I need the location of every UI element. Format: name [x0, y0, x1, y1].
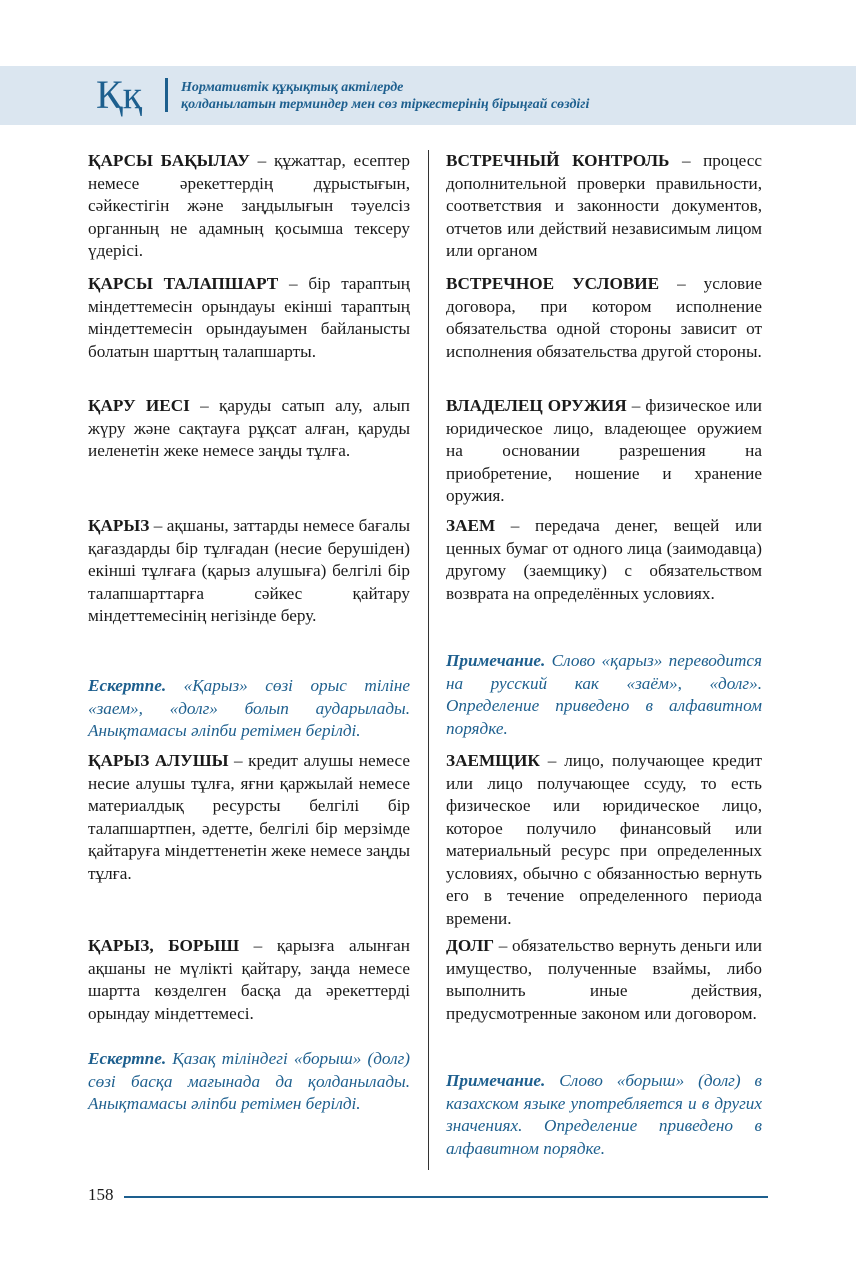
- entry-vladelec-oruzhiya: [446, 395, 762, 508]
- entry-karyz-alushy: [88, 750, 410, 885]
- note-borysh: [88, 1048, 410, 1116]
- entry-definition: – лицо, получающее кредит или лицо получающее ссуду, то есть физическое или юридическое лицо, которое получило финансовый или материальный ресурс при определенных условиях, обычно с обязанностью вернуть его в течение определенного периода времени.: [446, 751, 762, 928]
- note-label: Ескертпе.: [88, 1049, 167, 1068]
- entry-term: ҚАРЫЗ: [88, 516, 150, 535]
- entry-definition: – кредит алушы немесе несие алушы тұлға, яғни қаржылай немесе материалдық ресурсты белгілі бір талапшартпен, әдетте, белгілі бір мерзімде қайтаруға міндеттенетін жеке немесе заңды тұлға.: [88, 751, 410, 883]
- header-divider: [165, 78, 168, 112]
- note-zaem: [446, 650, 762, 740]
- page-number: 158: [88, 1185, 114, 1204]
- entry-term: ВСТРЕЧНОЕ УСЛОВИЕ: [446, 274, 660, 293]
- entry-karu-iesi: [88, 395, 410, 463]
- entry-term: ҚАРЫЗ АЛУШЫ: [88, 751, 229, 770]
- note-karyz: [88, 675, 410, 743]
- entry-term: ВСТРЕЧНЫЙ КОНТРОЛЬ: [446, 151, 670, 170]
- note-text: Қазақ тіліндегі «борыш» (долг) сөзі басқа мағынада да қолданылады. Анықтамасы әліпби ретімен берілді.: [88, 1049, 410, 1113]
- note-label: Ескертпе.: [88, 676, 167, 695]
- note-text: «Қарыз» сөзі орыс тіліне «заем», «долг» болып аударылады. Анықтамасы әліпби ретімен берілді.: [88, 676, 410, 740]
- entry-definition: – құжаттар, есептер немесе әрекеттердің дұрыстығын, сәйкестігін және заңдылығын тәуелсіз органның не адамның қосымша тексеру үдерісі.: [88, 151, 410, 260]
- note-label: Примечание.: [446, 651, 546, 670]
- entry-term: ЗАЕМ: [446, 516, 496, 535]
- entry-definition: – физическое или юридическое лицо, владеющее оружием на основании разрешения на приобретение, ношение и хранение оружия.: [446, 396, 762, 505]
- entry-zaemshchik: [446, 750, 762, 930]
- footer-rule: [124, 1196, 768, 1198]
- header-title-line2: қолданылатын терминдер мен сөз тіркестерінің бірыңғай сөздігі: [181, 97, 590, 112]
- entry-definition: – ақшаны, заттарды немесе бағалы қағаздарды бір тұлғадан (несие берушіден) екінші тұлғаға (қарыз алушыға) белгілі бір талапшарттарға сәйкес қайтару міндеттемесінің негізінде беру.: [88, 516, 410, 625]
- entry-dolg: [446, 935, 762, 1025]
- entry-term: ҚАРУ ИЕСІ: [88, 396, 190, 415]
- entry-karyz: [88, 515, 410, 628]
- entry-definition: – қарызға алынған ақшаны не мүлікті қайтару, заңда немесе шартта көзделген басқа да әрекеттерді орындау міндеттемесі.: [88, 936, 410, 1023]
- note-text: Слово «қарыз» переводится на русский как «заём», «долг». Определение приведено в алфавитном порядке.: [446, 651, 762, 738]
- entry-zaem: [446, 515, 762, 605]
- entry-karyz-borysh: [88, 935, 410, 1025]
- entry-definition: – процесс дополнительной проверки правильности, соответствия и законности документов, отчетов или действий независимым лицом или органом: [446, 151, 762, 260]
- note-text: Слово «борыш» (долг) в казахском языке употребляется и в других значениях. Определение приведено в алфавитном порядке.: [446, 1071, 762, 1158]
- entry-definition: – қаруды сатып алу, алып жүру және сақтауға рұқсат алған, қаруды иеленетін жеке немесе заңды тұлға.: [88, 396, 410, 460]
- entry-term: ВЛАДЕЛЕЦ ОРУЖИЯ: [446, 396, 627, 415]
- page-header: [0, 66, 856, 125]
- header-title-line1: Нормативтік құқықтық актілерде: [181, 80, 404, 95]
- entry-term: ДОЛГ: [446, 936, 495, 955]
- entry-term: ҚАРСЫ ТАЛАПШАРТ: [88, 274, 279, 293]
- entry-definition: – условие договора, при котором исполнение обязательства одной стороны зависит от исполнения обязательства другой стороны.: [446, 274, 762, 361]
- entry-term: ҚАРСЫ БАҚЫЛАУ: [88, 151, 250, 170]
- entry-term: ЗАЕМЩИК: [446, 751, 540, 770]
- note-borysh-ru: [446, 1070, 762, 1160]
- section-letter: Ққ: [96, 72, 143, 117]
- note-label: Примечание.: [446, 1071, 546, 1090]
- entry-karsy-talapshart: [88, 273, 410, 363]
- entry-karsy-bakylau: [88, 150, 410, 263]
- entry-definition: – передача денег, вещей или ценных бумаг от одного лица (заимодавца) другому (заемщику) с обязательством возврата на определённых условиях.: [446, 516, 762, 603]
- column-divider: [428, 150, 429, 1170]
- entry-vstrechnoe-uslovie: [446, 273, 762, 363]
- header-title: [181, 79, 589, 113]
- entry-definition: – обязательство вернуть деньги или имущество, полученные взаймы, либо выполнить иные действия, предусмотренные законом или договором.: [446, 936, 762, 1023]
- entry-term: ҚАРЫЗ, БОРЫШ: [88, 936, 240, 955]
- entry-vstrechnyi-kontrol: [446, 150, 762, 263]
- entry-definition: – бір тараптың міндеттемесін орындауы екінші тараптың міндеттемесін орындауымен байланысты болатын шарттың талапшарты.: [88, 274, 411, 361]
